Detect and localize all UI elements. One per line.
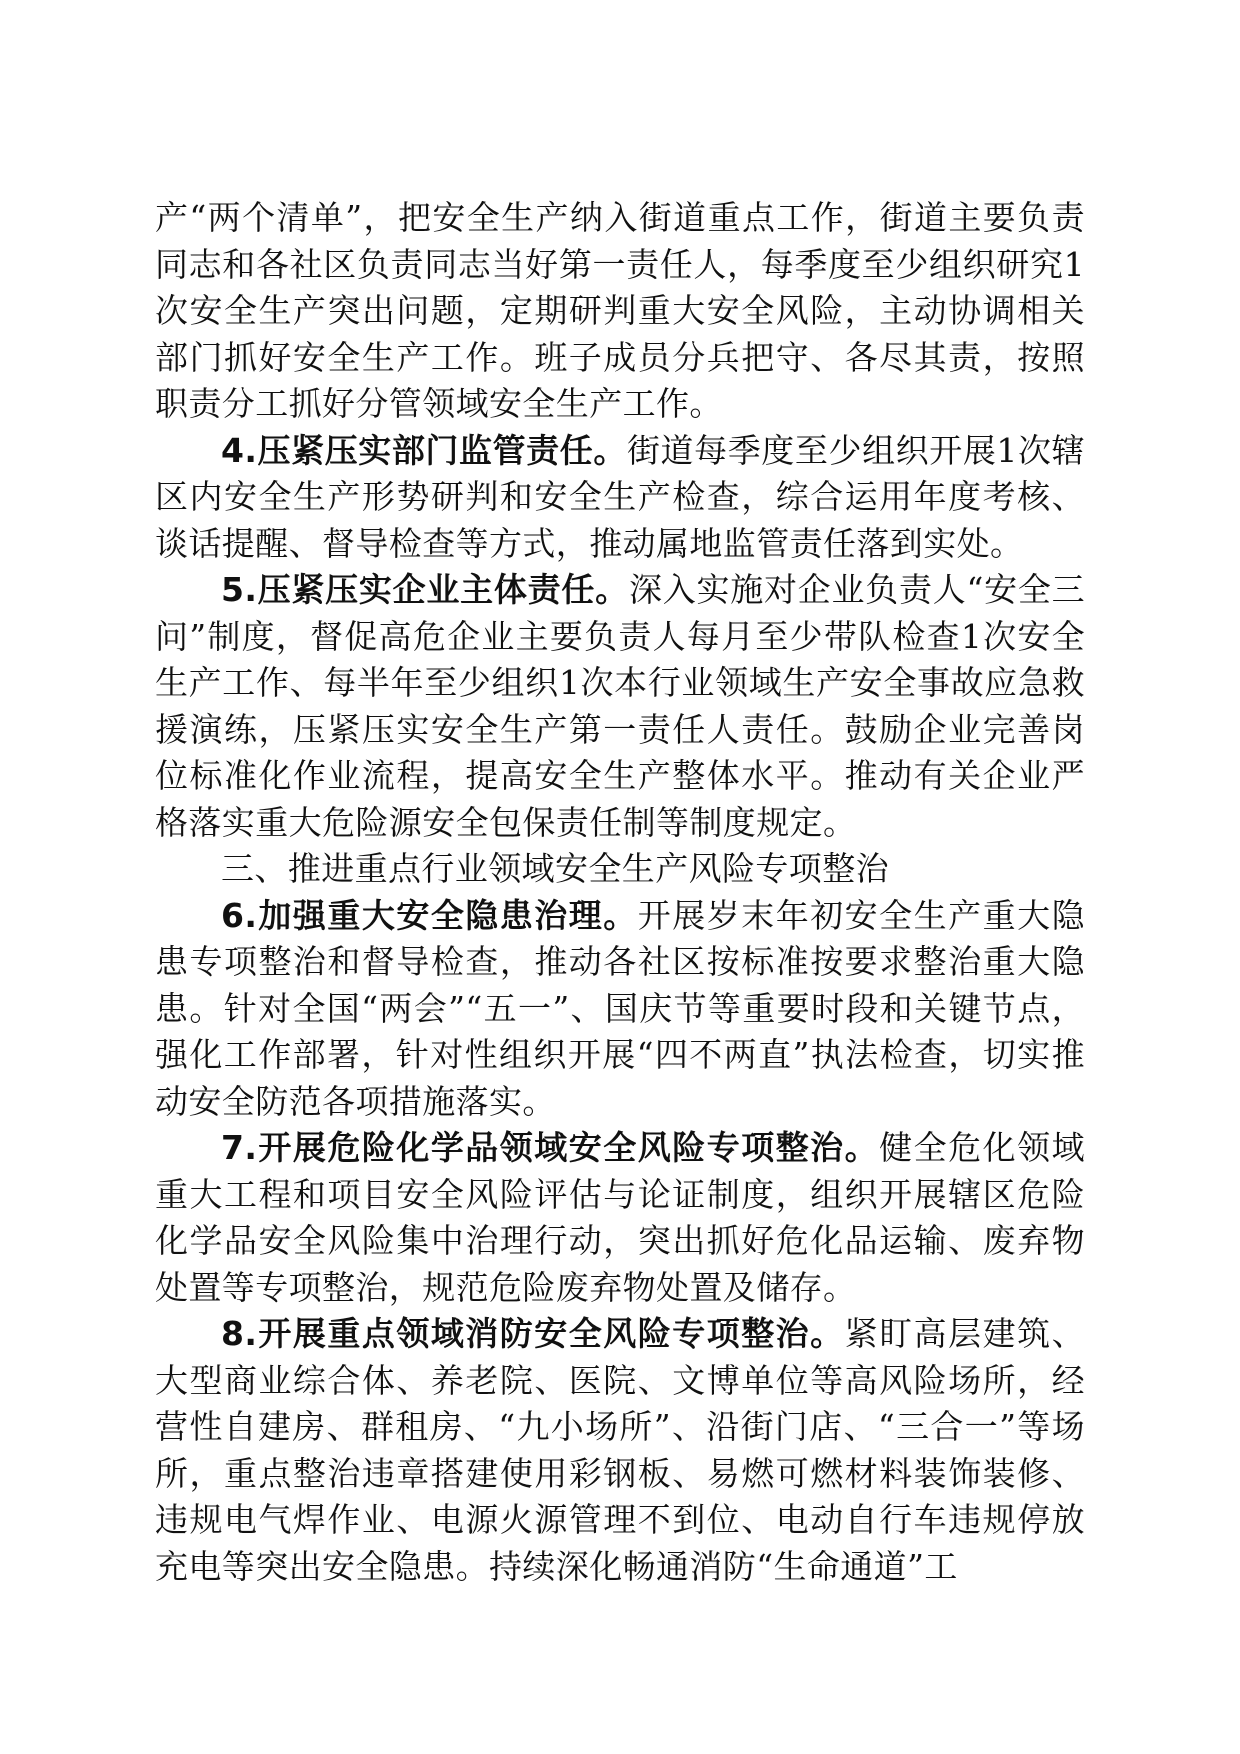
- paragraph-text: 紧盯高层建筑、大型商业综合体、养老院、医院、文博单位等高风险场所，经营性自建房、群租房、“九小场所”、沿街门店、“三合一”等场所，重点整治违章搭建使用彩钢板、易燃可燃材料装饰装修、违规电气焊作业、电源火源管理不到位、电动自行车违规停放充电等突出安全隐患。持续深化畅通消防“生命通道”工: [155, 1314, 1085, 1586]
- item-heading: 4.压紧压实部门监管责任。: [221, 430, 627, 470]
- paragraph-text: 健全危化领域重大工程和项目安全风险评估与论证制度，组织开展辖区危险化学品安全风险集中治理行动，突出抓好危化品运输、废弃物处置等专项整治，规范危险废弃物处置及储存。: [155, 1128, 1085, 1307]
- item-heading: 8.开展重点领域消防安全风险专项整治。: [221, 1314, 845, 1353]
- paragraph-text: 开展岁末年初安全生产重大隐患专项整治和督导检查，推动各社区按标准按要求整治重大隐患。针对全国“两会”“五一”、国庆节等重要时段和关键节点，强化工作部署，针对性组织开展“四不两直”执法检查，切实推动安全防范各项措施落实。: [155, 895, 1085, 1121]
- document-body: [155, 195, 1085, 1590]
- item-heading: 7.开展危险化学品领域安全风险专项整治。: [221, 1128, 880, 1167]
- paragraph-item-4: [155, 428, 1085, 568]
- paragraph-continuation: [155, 195, 1085, 428]
- section-title: 三、推进重点行业领域安全生产风险专项整治: [221, 849, 889, 888]
- paragraph-item-5: [155, 567, 1085, 846]
- paragraph-text: 深入实施对企业负责人“安全三问”制度，督促高危企业主要负责人每月至少带队检查1次安全生产工作、每半年至少组织1次本行业领域生产安全事故应急救援演练，压紧压实安全生产第一责任人责任。鼓励企业完善岗位标准化作业流程，提高安全生产整体水平。推动有关企业严格落实重大危险源安全包保责任制等制度规定。: [155, 570, 1085, 842]
- paragraph-text: 街道每季度至少组织开展1次辖区内安全生产形势研判和安全生产检查，综合运用年度考核、谈话提醒、督导检查等方式，推动属地监管责任落到实处。: [155, 430, 1085, 563]
- paragraph-item-6: [155, 893, 1085, 1126]
- paragraph-text: 产“两个清单”，把安全生产纳入街道重点工作，街道主要负责同志和各社区负责同志当好第一责任人，每季度至少组织研究1次安全生产突出问题，定期研判重大安全风险，主动协调相关部门抓好安全生产工作。班子成员分兵把守、各尽其责，按照职责分工抓好分管领域安全生产工作。: [155, 198, 1085, 423]
- item-heading: 6.加强重大安全隐患治理。: [221, 895, 638, 935]
- paragraph-item-7: [155, 1125, 1085, 1311]
- item-heading: 5.压紧压实企业主体责任。: [221, 570, 629, 609]
- paragraph-item-8: [155, 1311, 1085, 1590]
- section-heading-3: [155, 846, 1085, 893]
